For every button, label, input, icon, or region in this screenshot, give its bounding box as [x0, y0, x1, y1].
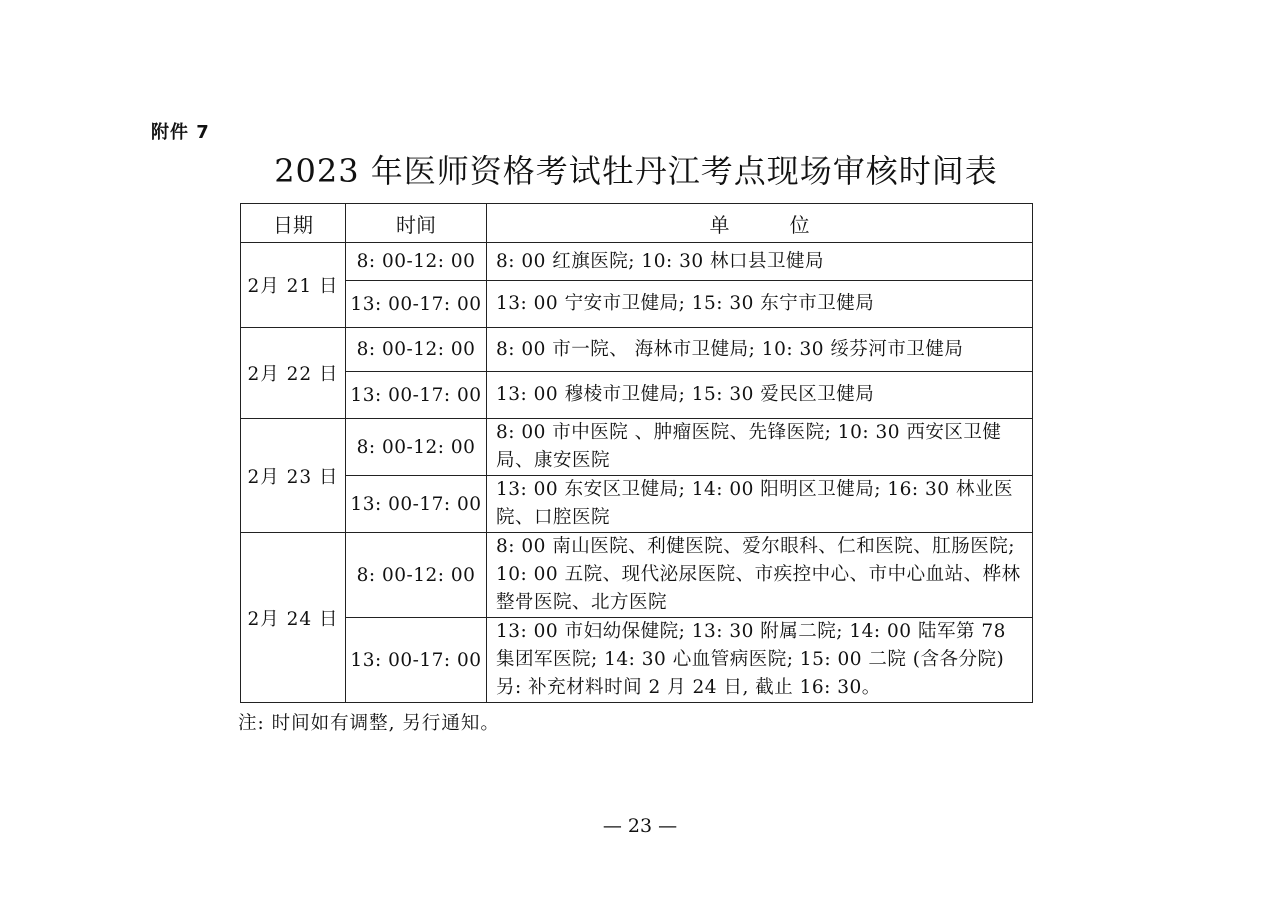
- table-row: [241, 372, 1033, 419]
- unit-cell: 8: 00 红旗医院; 10: 30 林口县卫健局: [487, 243, 1033, 281]
- unit-cell: 8: 00 南山医院、利健医院、爱尔眼科、仁和医院、肛肠医院; 10: 00 五院、现代泌尿医院、市疾控中心、市中心血站、桦林整骨医院、北方医院: [487, 533, 1033, 618]
- table-row: [241, 243, 1033, 281]
- table-row: [241, 476, 1033, 533]
- footnote: 注: 时间如有调整, 另行通知。: [238, 713, 500, 734]
- unit-cell: 13: 00 宁安市卫健局; 15: 30 东宁市卫健局: [487, 281, 1033, 328]
- table-row: [241, 618, 1033, 703]
- time-cell: 8: 00-12: 00: [346, 533, 487, 618]
- time-cell: 8: 00-12: 00: [346, 419, 487, 476]
- time-cell: 8: 00-12: 00: [346, 243, 487, 281]
- unit-cell: 13: 00 东安区卫健局; 14: 00 阳明区卫健局; 16: 30 林业医院、口腔医院: [487, 476, 1033, 533]
- document-title: 2023 年医师资格考试牡丹江考点现场审核时间表: [274, 152, 998, 190]
- table-header-row: [241, 204, 1033, 243]
- attachment-label: 附件 7: [151, 122, 210, 143]
- unit-cell: 13: 00 市妇幼保健院; 13: 30 附属二院; 14: 00 陆军第 78 集团军医院; 14: 30 心血管病医院; 15: 00 二院 (含各分院) 另: 补充材料时间 2 月 24 日, 截止 16: 30。: [487, 618, 1033, 703]
- page-number: — 23 —: [602, 815, 678, 837]
- date-cell: 2月 24 日: [241, 533, 346, 703]
- time-cell: 13: 00-17: 00: [346, 476, 487, 533]
- table-row: [241, 281, 1033, 328]
- unit-cell: 8: 00 市中医院 、肿瘤医院、先锋医院; 10: 30 西安区卫健局、康安医院: [487, 419, 1033, 476]
- date-cell: 2月 21 日: [241, 243, 346, 328]
- header-time: 时间: [346, 204, 487, 243]
- unit-cell: 13: 00 穆棱市卫健局; 15: 30 爱民区卫健局: [487, 372, 1033, 419]
- time-cell: 13: 00-17: 00: [346, 281, 487, 328]
- header-date: 日期: [241, 204, 346, 243]
- time-cell: 8: 00-12: 00: [346, 328, 487, 372]
- unit-cell: 8: 00 市一院、 海林市卫健局; 10: 30 绥芬河市卫健局: [487, 328, 1033, 372]
- table-row: [241, 328, 1033, 372]
- schedule-table: [240, 203, 1033, 703]
- time-cell: 13: 00-17: 00: [346, 618, 487, 703]
- time-cell: 13: 00-17: 00: [346, 372, 487, 419]
- header-unit: 单位: [487, 204, 1033, 243]
- table-row: [241, 419, 1033, 476]
- table-row: [241, 533, 1033, 618]
- date-cell: 2月 23 日: [241, 419, 346, 533]
- date-cell: 2月 22 日: [241, 328, 346, 419]
